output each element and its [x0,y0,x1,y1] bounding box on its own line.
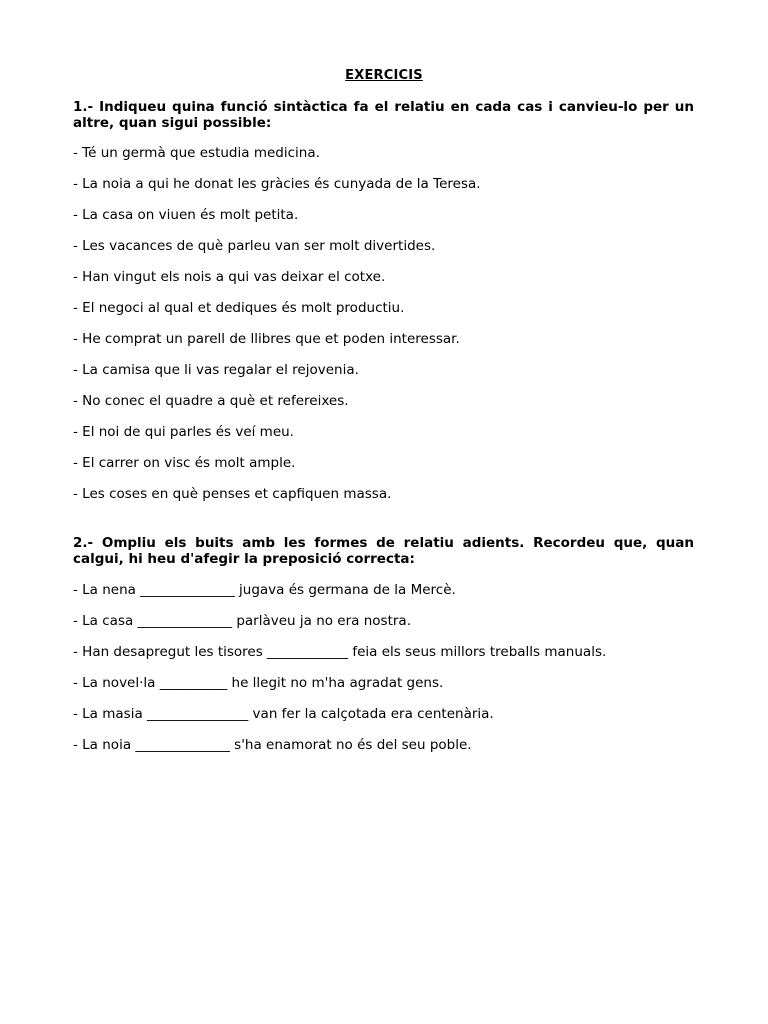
exercise-1-item: - La casa on viuen és molt petita. [73,207,299,223]
exercise-1-item: - La camisa que li vas regalar el rejovenia. [73,362,359,378]
exercise-2-item: - La masia _______________ van fer la calçotada era centenària. [73,706,494,722]
exercise-1-item: - He comprat un parell de llibres que et poden interessar. [73,331,460,347]
exercise-2-item: - Han desapregut les tisores ____________ feia els seus millors treballs manuals. [73,644,607,660]
exercise-1-item: - No conec el quadre a què et refereixes. [73,393,349,409]
exercise-1-item: - Les coses en què penses et capfiquen massa. [73,486,392,502]
exercise-2-heading: 2.- Ompliu els buits amb les formes de relatiu adients. Recordeu que, quan calgui, hi heu d'afegir la preposició correcta: [73,535,694,567]
exercise-1-heading: 1.- Indiqueu quina funció sintàctica fa el relatiu en cada cas i canvieu-lo per un altre, quan sigui possible: [73,99,694,131]
exercise-1-item: - El noi de qui parles és veí meu. [73,424,294,440]
exercise-section-2 [73,535,694,768]
exercise-1-item: - El carrer on visc és molt ample. [73,455,296,471]
exercise-1-item: - Han vingut els nois a qui vas deixar el cotxe. [73,269,386,285]
exercise-section-1 [73,99,694,517]
document-title: EXERCICIS [345,68,423,83]
exercise-2-list [73,582,694,753]
exercise-2-item: - La noia ______________ s'ha enamorat no és del seu poble. [73,737,472,753]
exercise-1-list [73,145,694,502]
exercise-1-item: - Les vacances de què parleu van ser molt divertides. [73,238,436,254]
exercise-2-item: - La nena ______________ jugava és germana de la Mercè. [73,582,456,598]
exercise-2-item: - La novel·la __________ he llegit no m'ha agradat gens. [73,675,444,691]
exercise-2-item: - La casa ______________ parlàveu ja no era nostra. [73,613,411,629]
exercise-1-item: - El negoci al qual et dediques és molt productiu. [73,300,405,316]
exercise-1-item: - La noia a qui he donat les gràcies és cunyada de la Teresa. [73,176,481,192]
exercise-1-item: - Té un germà que estudia medicina. [73,145,320,161]
